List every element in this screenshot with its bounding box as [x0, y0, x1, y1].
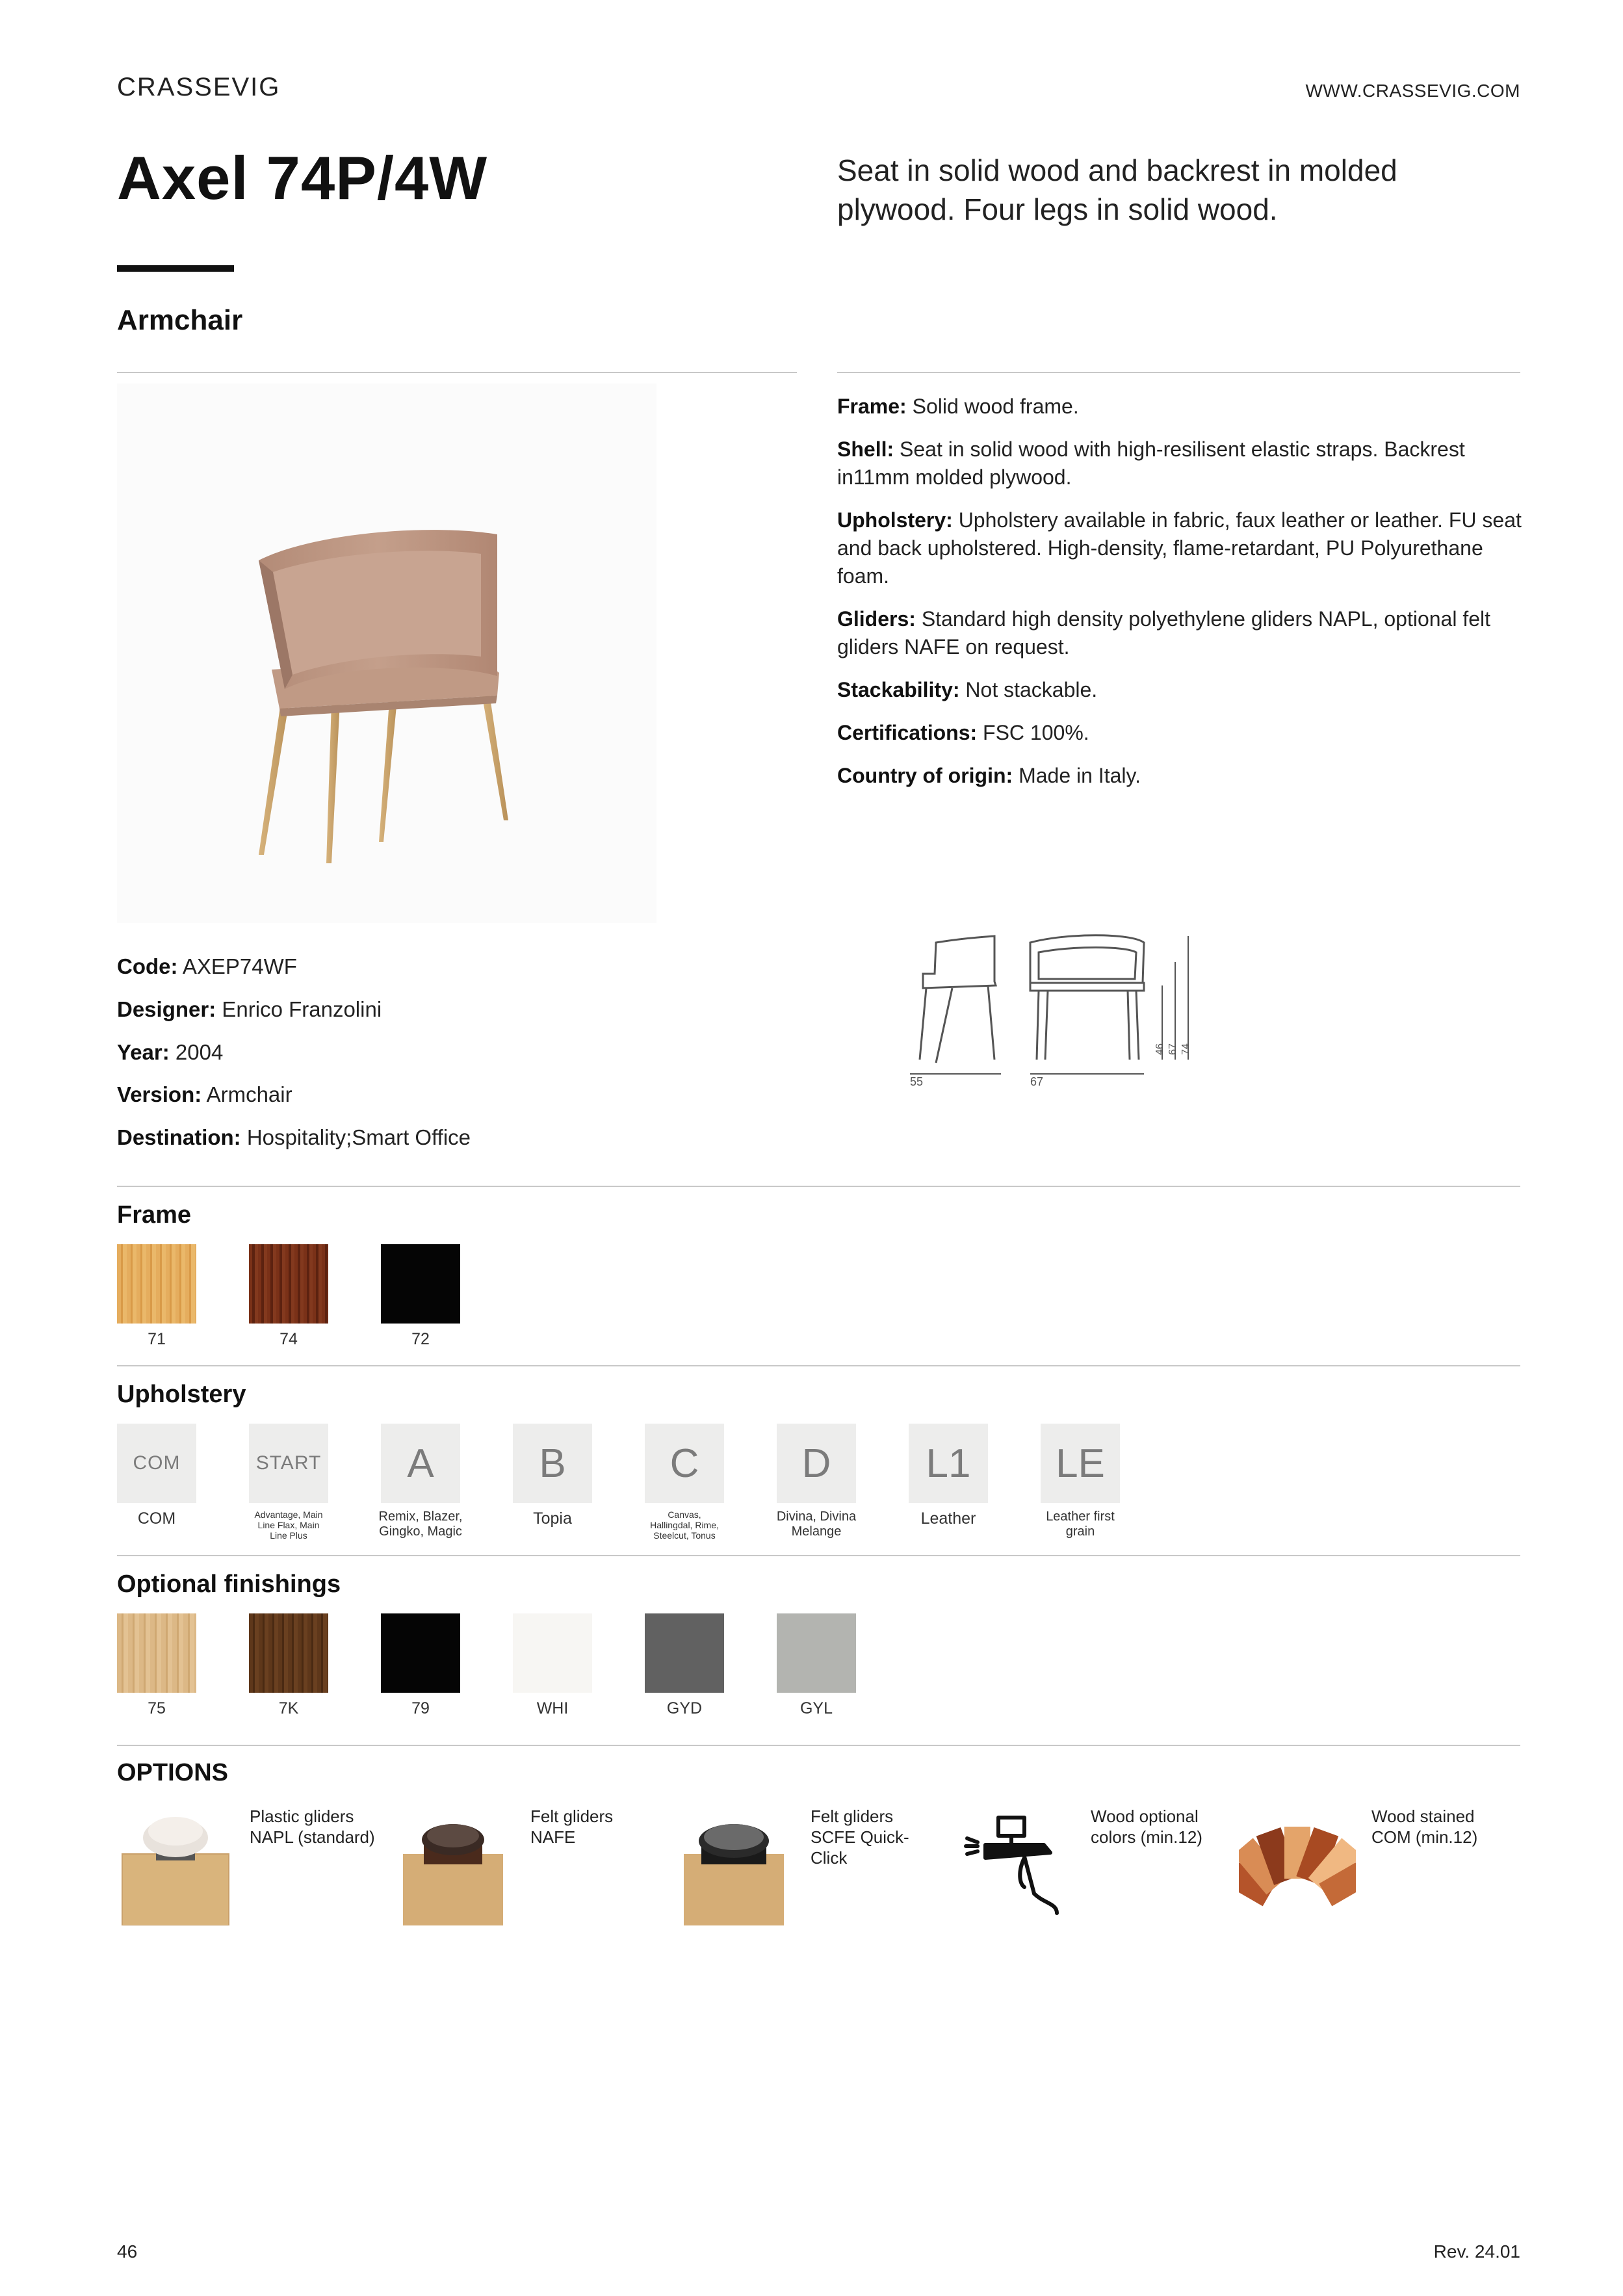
meta-year: Year: 2004: [117, 1039, 224, 1064]
spec-certifications: Certifications: FSC 100%.: [837, 721, 1089, 744]
option-label-wood-colors: Wood optional colors (min.12): [1091, 1807, 1202, 1847]
upholstery-label-b: Topia: [533, 1509, 572, 1528]
frame-swatch-74[interactable]: [249, 1244, 328, 1324]
upholstery-section-title: Upholstery: [117, 1381, 246, 1408]
options-section-title: OPTIONS: [117, 1759, 229, 1786]
frame-swatch-72[interactable]: [381, 1244, 460, 1324]
meta-designer: Designer: Enrico Franzolini: [117, 997, 382, 1021]
spec-list: [837, 393, 1526, 805]
revision-label: Rev. 24.01: [1433, 2241, 1520, 2262]
spec-gliders: Gliders: Standard high density polyethylene gliders NAPL, optional felt gliders NAFE on request.: [837, 607, 1491, 659]
finish-swatch-79[interactable]: [381, 1613, 460, 1693]
upholstery-cat-c[interactable]: C: [645, 1424, 724, 1503]
seat-height-label: 46: [1154, 1043, 1165, 1055]
option-label-napl: Plastic gliders NAPL (standard): [250, 1807, 375, 1847]
finish-code-79: 79: [411, 1699, 430, 1717]
finish-code-whi: WHI: [536, 1699, 569, 1717]
upholstery-cat-l1[interactable]: L1: [909, 1424, 988, 1503]
title-underline: [117, 265, 234, 272]
finish-swatch-whi[interactable]: [513, 1613, 592, 1693]
plastic-glider-icon: [117, 1802, 234, 1925]
upholstery-cat-le[interactable]: LE: [1041, 1424, 1120, 1503]
option-label-scfe: Felt gliders SCFE Quick-Click: [811, 1807, 909, 1868]
product-title: Axel 74P/4W: [117, 144, 488, 212]
spec-stackability: Stackability: Not stackable.: [837, 678, 1098, 701]
finish-swatch-gyl[interactable]: [777, 1613, 856, 1693]
upholstery-label-d: Divina, Divina Melange: [776, 1509, 857, 1539]
finish-code-gyd: GYD: [666, 1699, 703, 1717]
spec-shell: Shell: Seat in solid wood with high-resilisent elastic straps. Backrest in11mm molded plywood.: [837, 437, 1465, 489]
spec-upholstery: Upholstery: Upholstery available in fabric, faux leather or leather. FU seat and back upholstered. High-density, flame-retardant, PU Polyurethane foam.: [837, 508, 1522, 588]
upholstery-cat-d[interactable]: D: [777, 1424, 856, 1503]
upholstery-label-a: Remix, Blazer, Gingko, Magic: [378, 1509, 463, 1539]
divider: [117, 1365, 1520, 1366]
finish-code-gyl: GYL: [799, 1699, 833, 1717]
finish-swatch-75[interactable]: [117, 1613, 196, 1693]
upholstery-label-start: Advantage, Main Line Flax, Main Line Plus: [254, 1509, 323, 1541]
wood-samples-icon: [1239, 1814, 1356, 1924]
frame-swatch-71[interactable]: [117, 1244, 196, 1324]
upholstery-cat-b[interactable]: B: [513, 1424, 592, 1503]
finishings-section-title: Optional finishings: [117, 1571, 341, 1598]
divider: [117, 372, 797, 373]
meta-code: Code: AXEP74WF: [117, 954, 297, 978]
upholstery-label-c: Canvas, Hallingdal, Rime, Steelcut, Tonus: [650, 1509, 719, 1541]
width-label: 67: [1030, 1075, 1044, 1088]
finish-swatch-gyd[interactable]: [645, 1613, 724, 1693]
frame-code-72: 72: [411, 1330, 430, 1348]
option-label-wood-stained: Wood stained COM (min.12): [1371, 1807, 1478, 1847]
total-height-label: 74: [1180, 1043, 1191, 1055]
finish-swatch-7k[interactable]: [249, 1613, 328, 1693]
upholstery-label-l1: Leather: [920, 1509, 976, 1528]
upholstery-cat-a[interactable]: A: [381, 1424, 460, 1503]
product-type: Armchair: [117, 304, 243, 336]
upholstery-cat-start[interactable]: START: [249, 1424, 328, 1503]
divider: [117, 1555, 1520, 1556]
option-label-nafe: Felt gliders NAFE: [530, 1807, 614, 1847]
depth-label: 55: [910, 1075, 924, 1088]
frame-code-71: 71: [148, 1330, 166, 1348]
spray-gun-icon: [959, 1806, 1070, 1916]
meta-destination: Destination: Hospitality;Smart Office: [117, 1125, 471, 1150]
arm-height-label: 67: [1167, 1043, 1178, 1055]
spec-frame: Frame: Solid wood frame.: [837, 395, 1079, 418]
upholstery-label-le: Leather first grain: [1046, 1509, 1115, 1539]
website-url[interactable]: WWW.CRASSEVIG.COM: [1305, 81, 1520, 101]
product-meta: [117, 953, 471, 1167]
product-photo: [117, 384, 656, 923]
divider: [837, 372, 1520, 373]
felt-glider-icon: [398, 1802, 508, 1925]
finish-code-7k: 7K: [278, 1699, 299, 1717]
page-number: 46: [117, 2241, 138, 2262]
brand-logo: CRASSEVIG: [117, 73, 281, 101]
divider: [117, 1745, 1520, 1746]
spec-country: Country of origin: Made in Italy.: [837, 764, 1141, 787]
dimension-drawing: [897, 923, 1235, 1099]
divider: [117, 1186, 1520, 1187]
finish-code-75: 75: [148, 1699, 166, 1717]
meta-version: Version: Armchair: [117, 1082, 292, 1107]
frame-section-title: Frame: [117, 1201, 192, 1229]
upholstery-label-com: COM: [137, 1509, 176, 1528]
frame-code-74: 74: [279, 1330, 298, 1348]
upholstery-cat-com[interactable]: COM: [117, 1424, 196, 1503]
quick-click-glider-icon: [679, 1802, 789, 1925]
product-description: Seat in solid wood and backrest in molded plywood. Four legs in solid wood.: [837, 153, 1397, 226]
